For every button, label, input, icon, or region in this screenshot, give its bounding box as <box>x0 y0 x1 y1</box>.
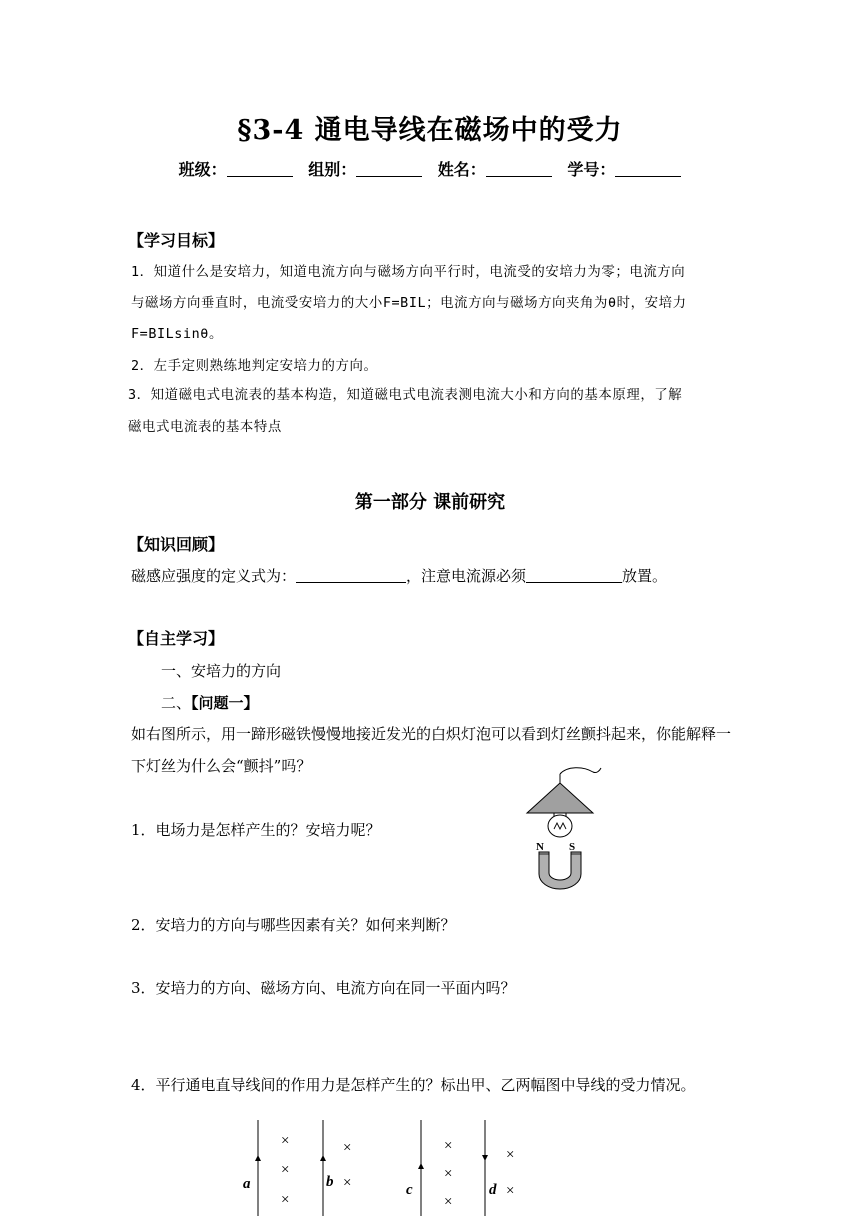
magnet-n-label: N <box>536 841 544 853</box>
field-cross: × <box>444 1138 453 1154</box>
question-1: 1．电场力是怎样产生的？安培力呢？ <box>131 821 381 839</box>
definition-blank[interactable] <box>296 567 406 583</box>
wire-label-c: c <box>406 1182 413 1198</box>
subsection-2-prefix: 二、 <box>161 694 192 712</box>
wire-label-a: a <box>243 1176 251 1192</box>
review-heading: 【知识回顾】 <box>128 535 225 554</box>
question-2: 2．安培力的方向与哪些因素有关？如何来判断？ <box>131 916 456 934</box>
question-4: 4．平行通电直导线间的作用力是怎样产生的？标出甲、乙两幅图中导线的受力情况。 <box>131 1076 696 1094</box>
question-one-label: 【问题一】 <box>191 694 259 712</box>
review-text-c: 放置。 <box>622 567 668 585</box>
question-line-2: 下灯丝为什么会“颤抖”吗？ <box>131 757 312 775</box>
objective-3-line-1: 3．知道磁电式电流表的基本构造，知道磁电式电流表测电流大小和方向的基本原理，了解 <box>128 388 683 403</box>
question-3: 3．安培力的方向、磁场方向、电流方向在同一平面内吗？ <box>131 979 516 997</box>
question-line-1: 如右图所示，用一蹄形磁铁慢慢地接近发光的白炽灯泡可以看到灯丝颤抖起来，你能解释一 <box>131 725 732 743</box>
field-cross: × <box>506 1147 515 1163</box>
horseshoe-magnet-icon <box>539 852 581 889</box>
group-label: 组别： <box>308 160 357 179</box>
subsection-2 <box>161 692 259 713</box>
subsection-1: 一、安培力的方向 <box>161 662 282 680</box>
id-label: 学号： <box>567 160 616 179</box>
review-text-b: ，注意电流源必须 <box>406 567 527 585</box>
id-blank[interactable] <box>615 160 681 177</box>
self-study-heading: 【自主学习】 <box>128 629 225 648</box>
placement-blank[interactable] <box>526 567 622 583</box>
field-cross: × <box>444 1194 453 1210</box>
group-blank[interactable] <box>356 160 422 177</box>
student-info-row <box>0 157 860 180</box>
field-cross: × <box>343 1175 352 1191</box>
wire-label-d: d <box>489 1182 497 1198</box>
class-label: 班级： <box>178 160 227 179</box>
review-text <box>131 565 667 586</box>
parallel-wires-figure <box>230 1114 540 1216</box>
field-cross: × <box>281 1133 290 1149</box>
lamp-cord <box>560 768 601 774</box>
name-blank[interactable] <box>486 160 552 177</box>
objective-3-line-2: 磁电式电流表的基本特点 <box>128 420 282 435</box>
field-cross: × <box>444 1166 453 1182</box>
bulb-icon <box>548 815 572 837</box>
objective-1-line-3: F=BILsinθ。 <box>131 327 223 342</box>
field-cross: × <box>281 1162 290 1178</box>
magnet-s-label: S <box>569 841 576 853</box>
field-cross: × <box>506 1183 515 1199</box>
field-cross: × <box>343 1140 352 1156</box>
field-cross: × <box>281 1192 290 1208</box>
class-blank[interactable] <box>227 160 293 177</box>
review-text-a: 磁感应强度的定义式为： <box>131 567 297 585</box>
objective-1-line-2: 与磁场方向垂直时，电流受安培力的大小F=BIL；电流方向与磁场方向夹角为θ时，安培力 <box>131 296 687 311</box>
wire-label-b: b <box>326 1174 334 1190</box>
lamp-magnet-figure <box>515 766 615 890</box>
page-title: §3-4 通电导线在磁场中的受力 <box>237 115 623 146</box>
objective-1-line-1: 1．知道什么是安培力，知道电流方向与磁场方向平行时，电流受的安培力为零；电流方向 <box>131 265 686 280</box>
name-label: 姓名： <box>437 160 486 179</box>
part1-title: 第一部分 课前研究 <box>354 492 506 513</box>
objectives-heading: 【学习目标】 <box>128 231 225 250</box>
lampshade-icon <box>527 783 593 813</box>
objective-2: 2．左手定则熟练地判定安培力的方向。 <box>131 359 378 374</box>
